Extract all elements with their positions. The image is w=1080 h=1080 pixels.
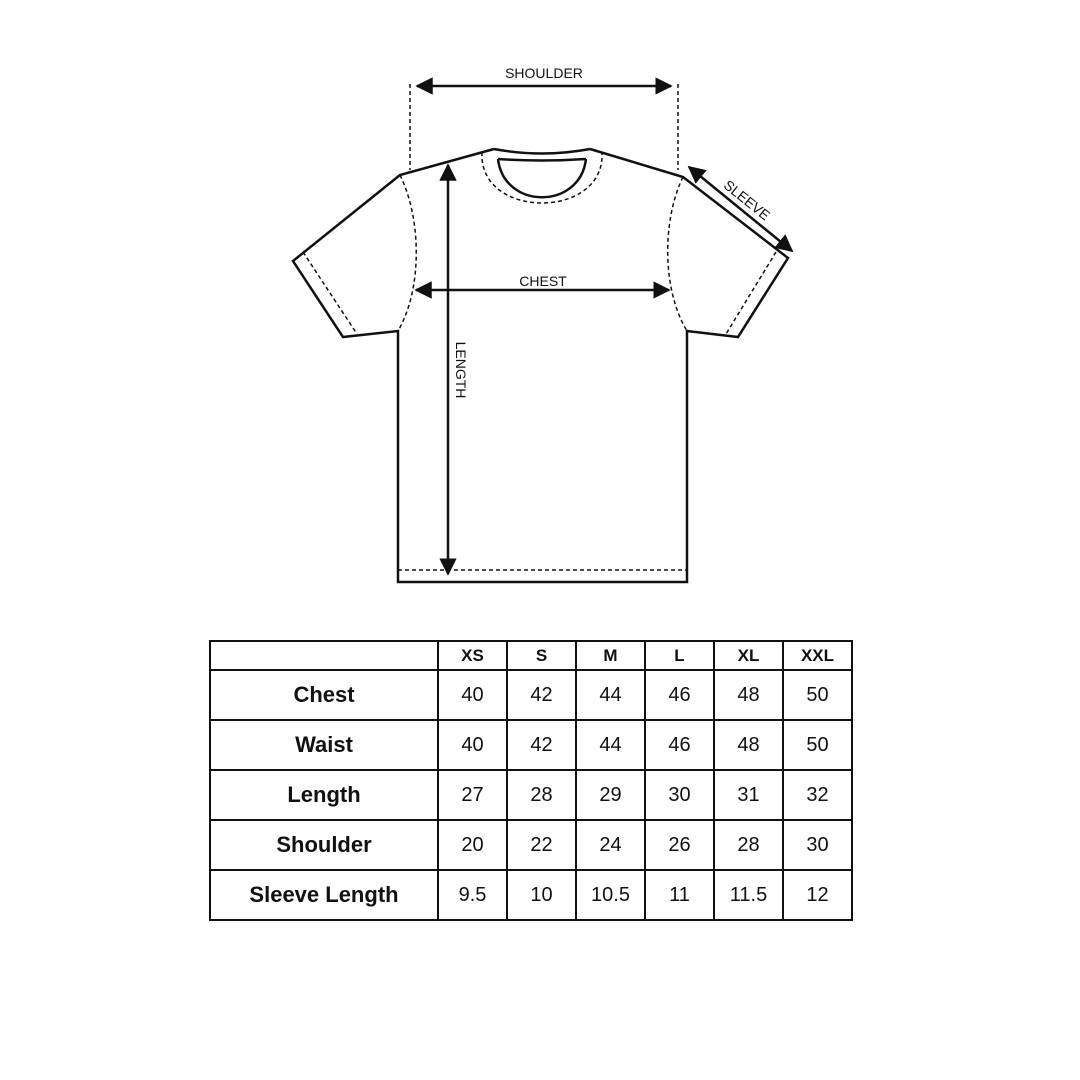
header-size-xs: XS bbox=[438, 641, 507, 670]
sleeve-arrow bbox=[689, 167, 792, 251]
table-cell: 50 bbox=[783, 720, 852, 770]
chest-label: CHEST bbox=[519, 273, 567, 289]
sleeve-label: SLEEVE bbox=[720, 176, 774, 224]
table-row bbox=[210, 820, 852, 870]
table-cell: 27 bbox=[438, 770, 507, 820]
table-cell: 46 bbox=[645, 720, 714, 770]
header-size-l: L bbox=[645, 641, 714, 670]
table-cell: 44 bbox=[576, 720, 645, 770]
row-label: Length bbox=[210, 770, 438, 820]
table-cell: 50 bbox=[783, 670, 852, 720]
row-label: Shoulder bbox=[210, 820, 438, 870]
table-cell: 24 bbox=[576, 820, 645, 870]
table-cell: 10 bbox=[507, 870, 576, 920]
length-label: LENGTH bbox=[453, 341, 469, 399]
table-cell: 11.5 bbox=[714, 870, 783, 920]
table-cell: 46 bbox=[645, 670, 714, 720]
table-cell: 22 bbox=[507, 820, 576, 870]
row-label: Chest bbox=[210, 670, 438, 720]
table-cell: 40 bbox=[438, 720, 507, 770]
table-row bbox=[210, 870, 852, 920]
size-chart-table bbox=[209, 640, 853, 921]
table-cell: 11 bbox=[645, 870, 714, 920]
table-cell: 28 bbox=[507, 770, 576, 820]
table-cell: 48 bbox=[714, 670, 783, 720]
table-cell: 26 bbox=[645, 820, 714, 870]
table-cell: 9.5 bbox=[438, 870, 507, 920]
header-size-s: S bbox=[507, 641, 576, 670]
table-cell: 40 bbox=[438, 670, 507, 720]
table-row bbox=[210, 770, 852, 820]
tshirt-seams bbox=[303, 84, 776, 570]
table-cell: 44 bbox=[576, 670, 645, 720]
header-size-xl: XL bbox=[714, 641, 783, 670]
table-cell: 29 bbox=[576, 770, 645, 820]
table-cell: 30 bbox=[645, 770, 714, 820]
tshirt-outline bbox=[293, 149, 788, 582]
size-header-row bbox=[210, 641, 852, 670]
table-cell: 48 bbox=[714, 720, 783, 770]
table-cell: 28 bbox=[714, 820, 783, 870]
table-row bbox=[210, 720, 852, 770]
shoulder-label: SHOULDER bbox=[505, 65, 583, 81]
table-cell: 10.5 bbox=[576, 870, 645, 920]
table-cell: 31 bbox=[714, 770, 783, 820]
table-cell: 30 bbox=[783, 820, 852, 870]
table-cell: 42 bbox=[507, 670, 576, 720]
table-cell: 12 bbox=[783, 870, 852, 920]
measurement-arrows bbox=[416, 86, 792, 574]
row-label: Sleeve Length bbox=[210, 870, 438, 920]
table-cell: 32 bbox=[783, 770, 852, 820]
row-label: Waist bbox=[210, 720, 438, 770]
table-row bbox=[210, 670, 852, 720]
header-size-xxl: XXL bbox=[783, 641, 852, 670]
header-corner-cell bbox=[210, 641, 438, 670]
header-size-m: M bbox=[576, 641, 645, 670]
table-cell: 42 bbox=[507, 720, 576, 770]
table-cell: 20 bbox=[438, 820, 507, 870]
